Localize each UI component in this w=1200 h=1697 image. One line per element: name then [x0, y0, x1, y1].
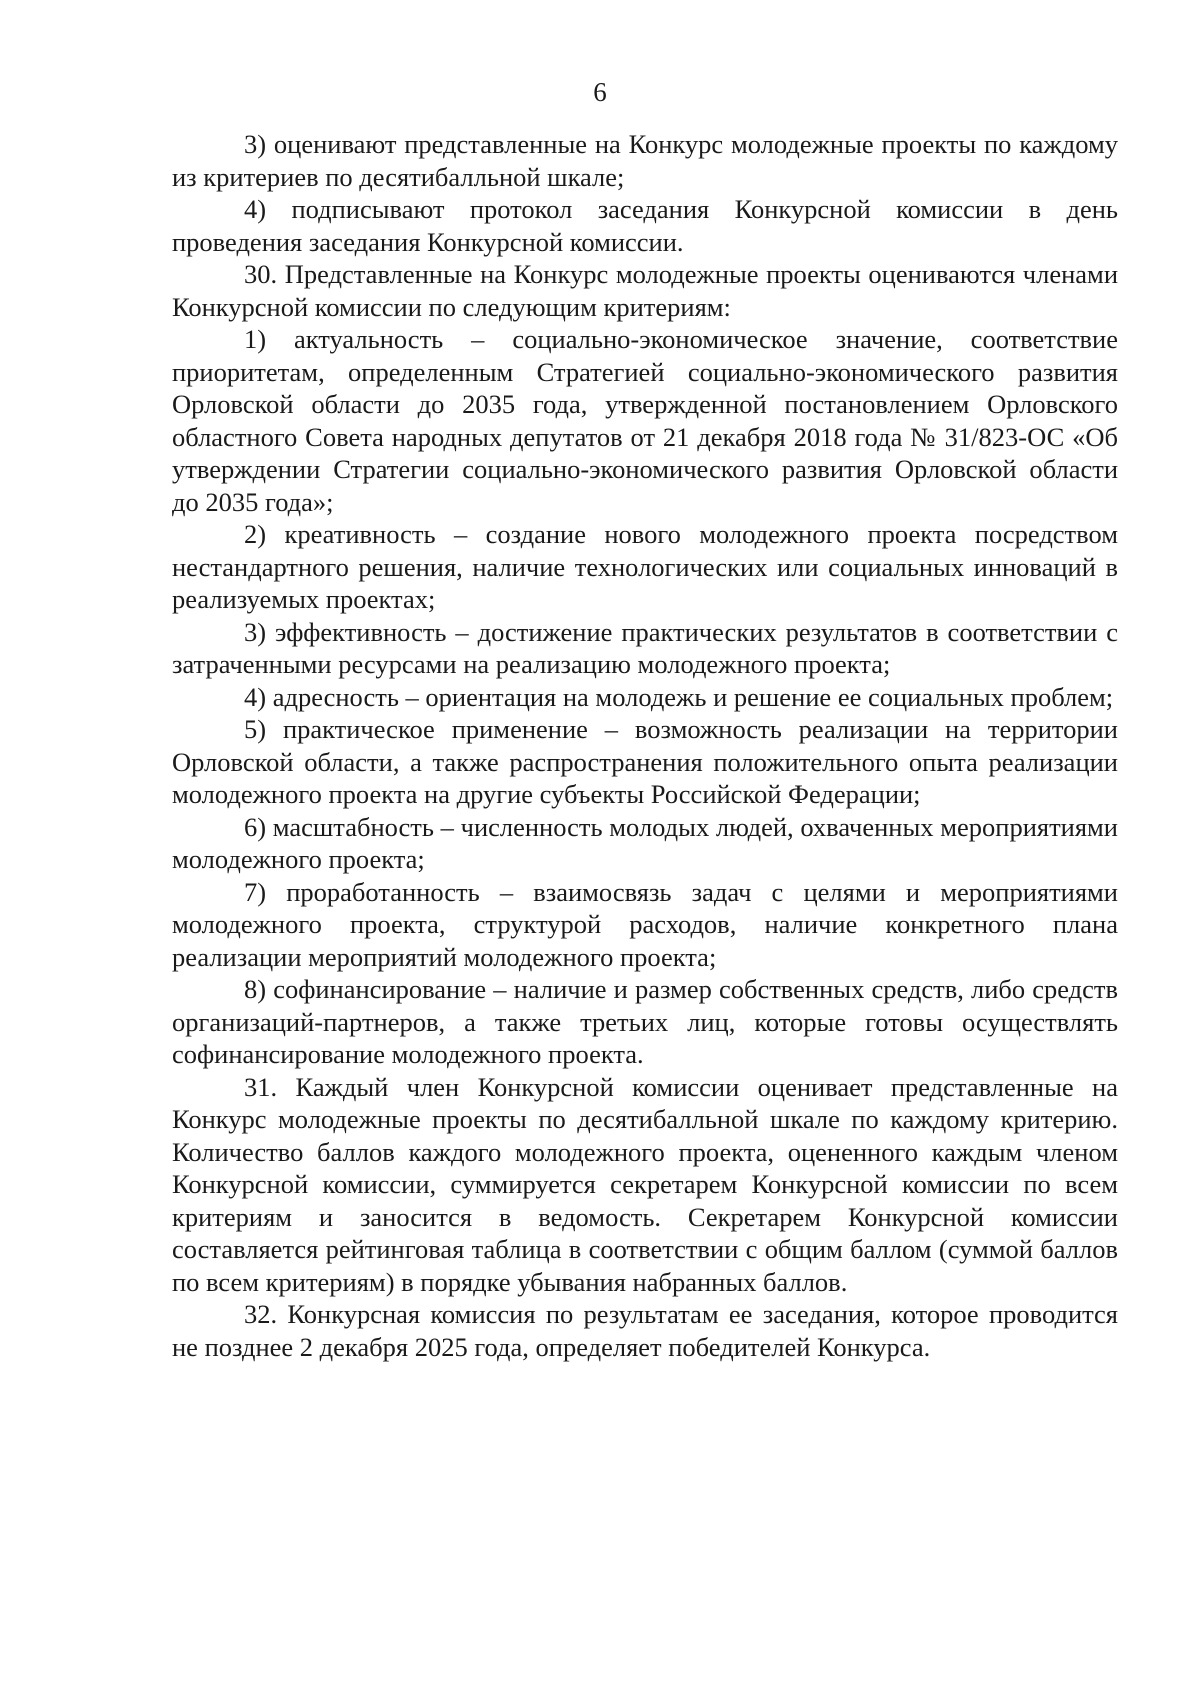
- criterion-1-relevance: 1) актуальность – социально-экономическое значение, соответствие приоритетам, определенным Стратегией социально-экономического развития Орловской области до 2035 года, утвержденной постановлением Орловского областного Совета народных депутатов от 21 декабря 2018 года № 31/823-ОС «Об утверждении Стратегии социально-экономического развития Орловской области до 2035 года»;: [172, 324, 1118, 517]
- criterion-6-scale: 6) масштабность – численность молодых людей, охваченных мероприятиями молодежного проекта;: [172, 811, 1118, 874]
- paragraph-30-criteria-intro: 30. Представленные на Конкурс молодежные проекты оцениваются членами Конкурсной комиссии по следующим критериям:: [172, 259, 1118, 322]
- page-number: 6: [593, 77, 607, 107]
- criterion-2-creativity: 2) креативность – создание нового молодежного проекта посредством нестандартного решения, наличие технологических или социальных инноваций в реализуемых проектах;: [172, 519, 1118, 614]
- criterion-7-elaboration: 7) проработанность – взаимосвязь задач с целями и мероприятиями молодежного проекта, структурой расходов, наличие конкретного плана реализации мероприятий молодежного проекта;: [172, 876, 1118, 972]
- paragraph-32-winners: 32. Конкурсная комиссия по результатам ее заседания, которое проводится не позднее 2 декабря 2025 года, определяет победителей Конкурса.: [172, 1299, 1118, 1362]
- criterion-8-cofinancing: 8) софинансирование – наличие и размер собственных средств, либо средств организаций-партнеров, а также третьих лиц, которые готовы осуществлять софинансирование молодежного проекта.: [172, 974, 1118, 1069]
- paragraph-item-3-evaluate: 3) оценивают представленные на Конкурс молодежные проекты по каждому из критериев по десятибалльной шкале;: [172, 129, 1118, 192]
- criterion-5-practical-application: 5) практическое применение – возможность реализации на территории Орловской области, а также распространения положительного опыта реализации молодежного проекта на другие субъекты Российской Федерации;: [172, 714, 1118, 809]
- criterion-3-efficiency: 3) эффективность – достижение практических результатов в соответствии с затраченными ресурсами на реализацию молодежного проекта;: [172, 616, 1118, 679]
- paragraph-31-scoring: 31. Каждый член Конкурсной комиссии оценивает представленные на Конкурс молодежные проекты по десятибалльной шкале по каждому критерию. Количество баллов каждого молодежного проекта, оцененного каждым членом Конкурсной комиссии, суммируется секретарем Конкурсной комиссии по всем критериям и заносится в ведомость. Секретарем Конкурсной комиссии составляется рейтинговая таблица в соответствии с общим баллом (суммой баллов по всем критериям) в порядке убывания набранных баллов.: [172, 1071, 1118, 1297]
- paragraph-item-4-sign-protocol: 4) подписывают протокол заседания Конкурсной комиссии в день проведения заседания Конкурсной комиссии.: [172, 194, 1118, 257]
- document-body: [172, 128, 1118, 1363]
- criterion-4-targeting: 4) адресность – ориентация на молодежь и решение ее социальных проблем;: [244, 681, 1114, 712]
